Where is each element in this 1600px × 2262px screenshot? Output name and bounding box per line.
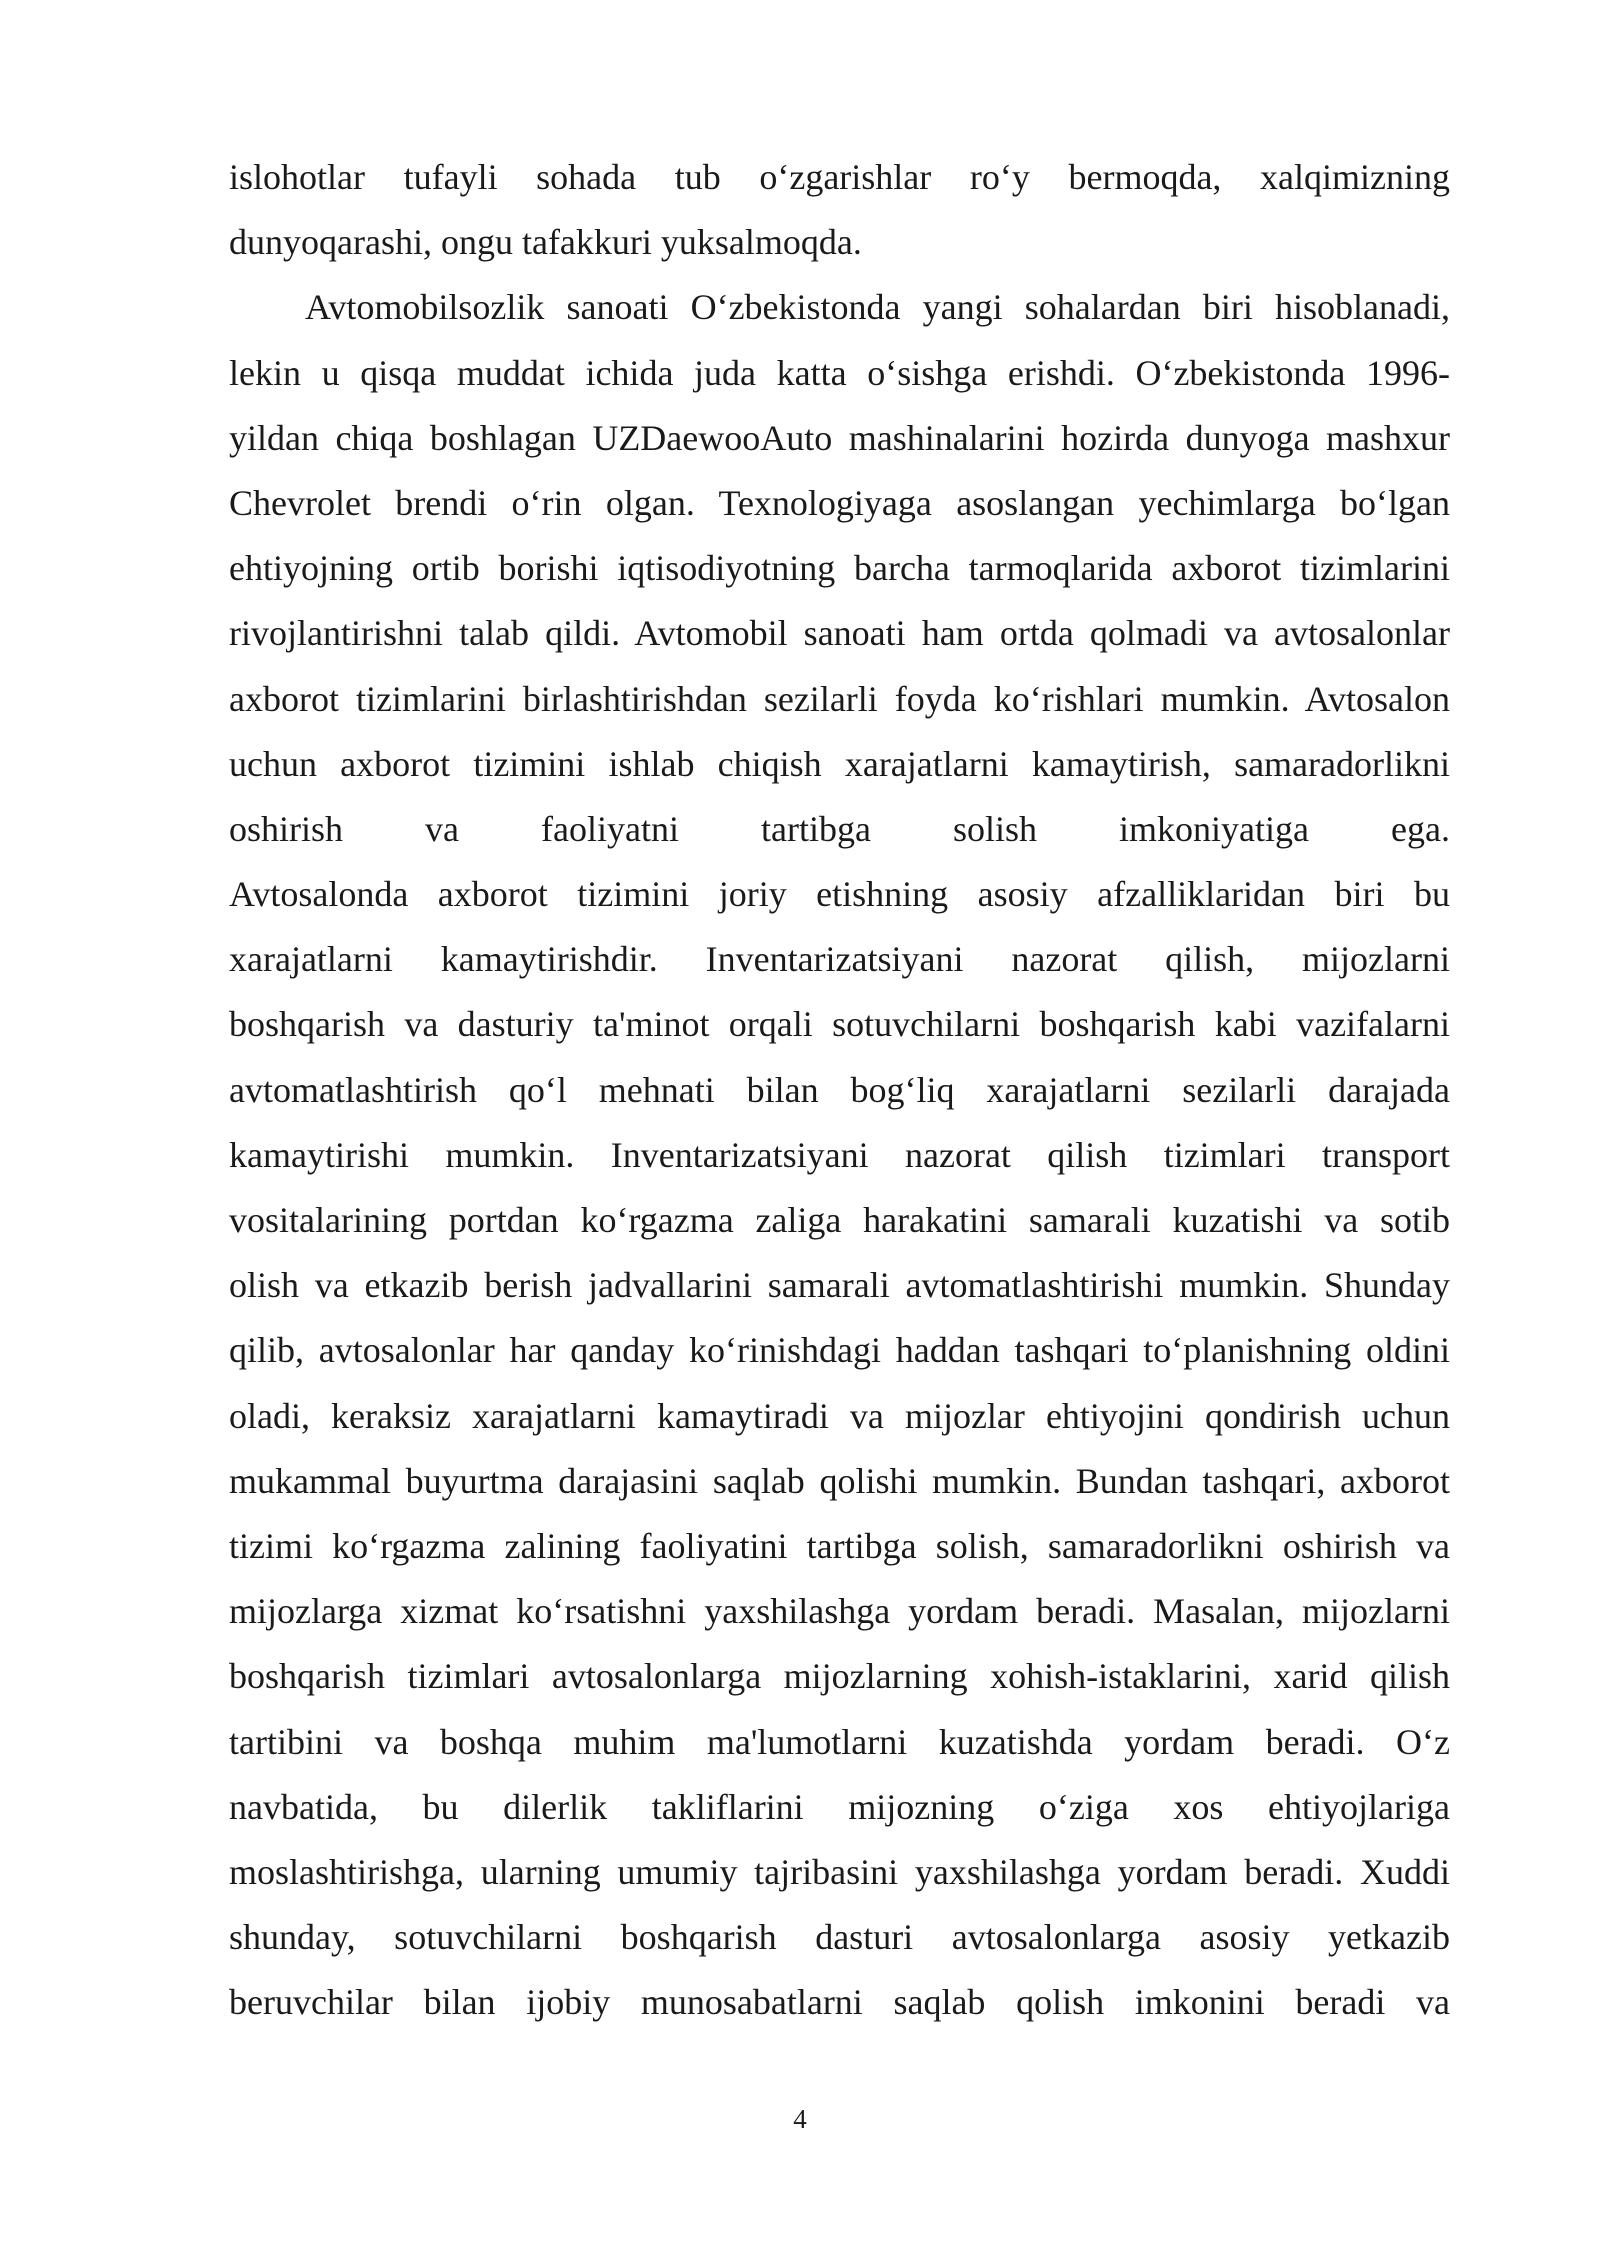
text-line: oladi, keraksiz xarajatlarni kamaytiradi va mijozlar ehtiyojini qondirish uchun [229,1395,1450,1436]
text-line: dunyoqarashi, ongu tafakkuri yuksalmoqda. [229,222,862,263]
text-line: moslashtirishga, ularning umumiy tajribasini yaxshilashga yordam beradi. Xuddi [229,1851,1450,1892]
text-line: avtomatlashtirish qo‘l mehnati bilan bog‘liq xarajatlarni sezilarli darajada [229,1069,1450,1110]
text-line: beruvchilar bilan ijobiy munosabatlarni saqlab qolish imkonini beradi va [229,1982,1450,2023]
text-line: vositalarining portdan ko‘rgazma zaliga harakatini samarali kuzatishi va sotib [229,1200,1450,1240]
text-line: boshqarish va dasturiy ta'minot orqali sotuvchilarni boshqarish kabi vazifalarni [229,1004,1450,1045]
text-line: rivojlantirishni talab qildi. Avtomobil sanoati ham ortda qolmadi va avtosalonlar [229,613,1450,654]
text-line: navbatida, bu dilerlik takliflarini mijozning o‘ziga xos ehtiyojlariga [229,1786,1450,1827]
text-line: olish va etkazib berish jadvallarini samarali avtomatlashtirishi mumkin. Shunday [229,1265,1450,1306]
text-line: Avtomobilsozlik sanoati O‘zbekistonda yangi sohalardan biri hisoblanadi, [305,287,1450,328]
body-text [229,145,1450,2035]
text-line: Chevrolet brendi o‘rin olgan. Texnologiyaga asoslangan yechimlarga bo‘lgan [229,482,1450,523]
text-line: yildan chiqa boshlagan UZDaewooAuto mashinalarini hozirda dunyoga mashxur [229,417,1450,458]
text-line: tizimi ko‘rgazma zalining faoliyatini tartibga solish, samaradorlikni oshirish va [229,1525,1450,1566]
text-line: lekin u qisqa muddat ichida juda katta o‘sishga erishdi. O‘zbekistonda 1996- [229,352,1450,393]
text-line: qilib, avtosalonlar har qanday ko‘rinishdagi haddan tashqari to‘planishning oldini [229,1330,1450,1371]
text-line: shunday, sotuvchilarni boshqarish dasturi avtosalonlarga asosiy yetkazib [229,1917,1450,1958]
text-line: mijozlarga xizmat ko‘rsatishni yaxshilashga yordam beradi. Masalan, mijozlarni [229,1591,1450,1632]
text-line: oshirish va faoliyatni tartibga solish imkoniyatiga ega. [229,808,1450,849]
text-line: mukammal buyurtma darajasini saqlab qolishi mumkin. Bundan tashqari, axborot [229,1460,1450,1501]
text-line: uchun axborot tizimini ishlab chiqish xarajatlarni kamaytirish, samaradorlikni [229,743,1450,784]
text-line: islohotlar tufayli sohada tub o‘zgarishlar ro‘y bermoqda, xalqimizning [229,157,1450,197]
text-line: ehtiyojning ortib borishi iqtisodiyotning barcha tarmoqlarida axborot tizimlarini [229,548,1450,589]
text-line: axborot tizimlarini birlashtirishdan sezilarli foyda ko‘rishlari mumkin. Avtosalon [229,678,1450,719]
text-line: kamaytirishi mumkin. Inventarizatsiyani nazorat qilish tizimlari transport [229,1134,1450,1175]
text-line: boshqarish tizimlari avtosalonlarga mijozlarning xohish-istaklarini, xarid qilish [229,1656,1450,1697]
text-line: Avtosalonda axborot tizimini joriy etishning asosiy afzalliklaridan biri bu [229,874,1450,915]
text-line: tartibini va boshqa muhim ma'lumotlarni kuzatishda yordam beradi. O‘z [229,1721,1450,1762]
page-number: 4 [793,2104,807,2134]
text-line: xarajatlarni kamaytirishdir. Inventarizatsiyani nazorat qilish, mijozlarni [229,939,1450,980]
